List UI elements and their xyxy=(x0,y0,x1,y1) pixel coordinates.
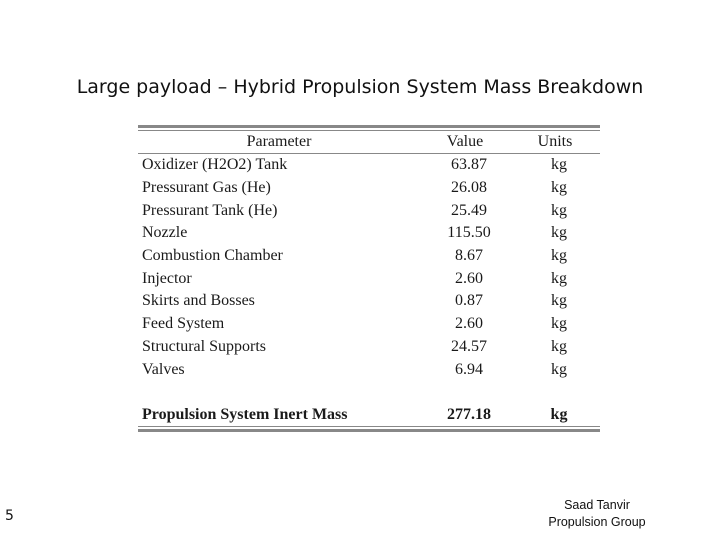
cell-units: kg xyxy=(551,247,567,265)
table-row xyxy=(138,245,604,268)
table-row xyxy=(138,290,604,313)
cell-value: 8.67 xyxy=(455,247,483,265)
footer-group: Propulsion Group xyxy=(548,515,646,529)
total-parameter: Propulsion System Inert Mass xyxy=(142,405,348,423)
cell-value: 63.87 xyxy=(451,156,487,174)
cell-parameter: Injector xyxy=(142,269,192,287)
header-value: Value xyxy=(446,133,484,150)
cell-parameter: Pressurant Tank (He) xyxy=(142,201,278,219)
cell-parameter: Feed System xyxy=(142,315,225,333)
cell-value: 26.08 xyxy=(451,179,487,197)
table-header-row xyxy=(138,131,600,153)
slide-number: 5 xyxy=(5,508,14,524)
table-spacer-row xyxy=(138,381,604,404)
footer-credit xyxy=(530,497,664,531)
cell-value: 2.60 xyxy=(455,315,483,333)
total-value: 277.18 xyxy=(447,405,491,423)
cell-units: kg xyxy=(551,292,567,310)
table-bottom-rule xyxy=(138,429,600,432)
footer-author: Saad Tanvir xyxy=(564,498,630,512)
cell-parameter: Skirts and Bosses xyxy=(142,292,255,310)
cell-parameter: Nozzle xyxy=(142,224,188,242)
cell-units: kg xyxy=(551,360,567,378)
table-row xyxy=(138,336,604,359)
cell-parameter: Pressurant Gas (He) xyxy=(142,179,271,197)
table-row xyxy=(138,222,604,245)
table-row xyxy=(138,267,604,290)
cell-value: 0.87 xyxy=(455,292,483,310)
total-units: kg xyxy=(550,405,568,423)
cell-value: 6.94 xyxy=(455,360,483,378)
cell-units: kg xyxy=(551,337,567,355)
header-parameter: Parameter xyxy=(246,133,312,150)
cell-value: 24.57 xyxy=(451,337,487,355)
cell-parameter: Valves xyxy=(142,360,185,378)
cell-parameter: Oxidizer (H2O2) Tank xyxy=(142,156,288,174)
table-row xyxy=(138,358,604,381)
slide-title: Large payload – Hybrid Propulsion System Mass Breakdown xyxy=(76,76,644,98)
cell-value: 25.49 xyxy=(451,201,487,219)
table-row xyxy=(138,313,604,336)
cell-units: kg xyxy=(551,179,567,197)
cell-value: 2.60 xyxy=(455,269,483,287)
table-row xyxy=(138,177,604,200)
cell-units: kg xyxy=(551,224,567,242)
cell-value: 115.50 xyxy=(447,224,491,242)
mass-breakdown-table xyxy=(138,125,600,432)
cell-parameter: Combustion Chamber xyxy=(142,247,283,265)
cell-units: kg xyxy=(551,315,567,333)
cell-units: kg xyxy=(551,269,567,287)
cell-units: kg xyxy=(551,201,567,219)
table-row xyxy=(138,199,604,222)
header-units: Units xyxy=(537,133,573,150)
table-row xyxy=(138,154,604,177)
cell-parameter: Structural Supports xyxy=(142,337,266,355)
table-total-row xyxy=(138,404,604,427)
cell-units: kg xyxy=(551,156,567,174)
